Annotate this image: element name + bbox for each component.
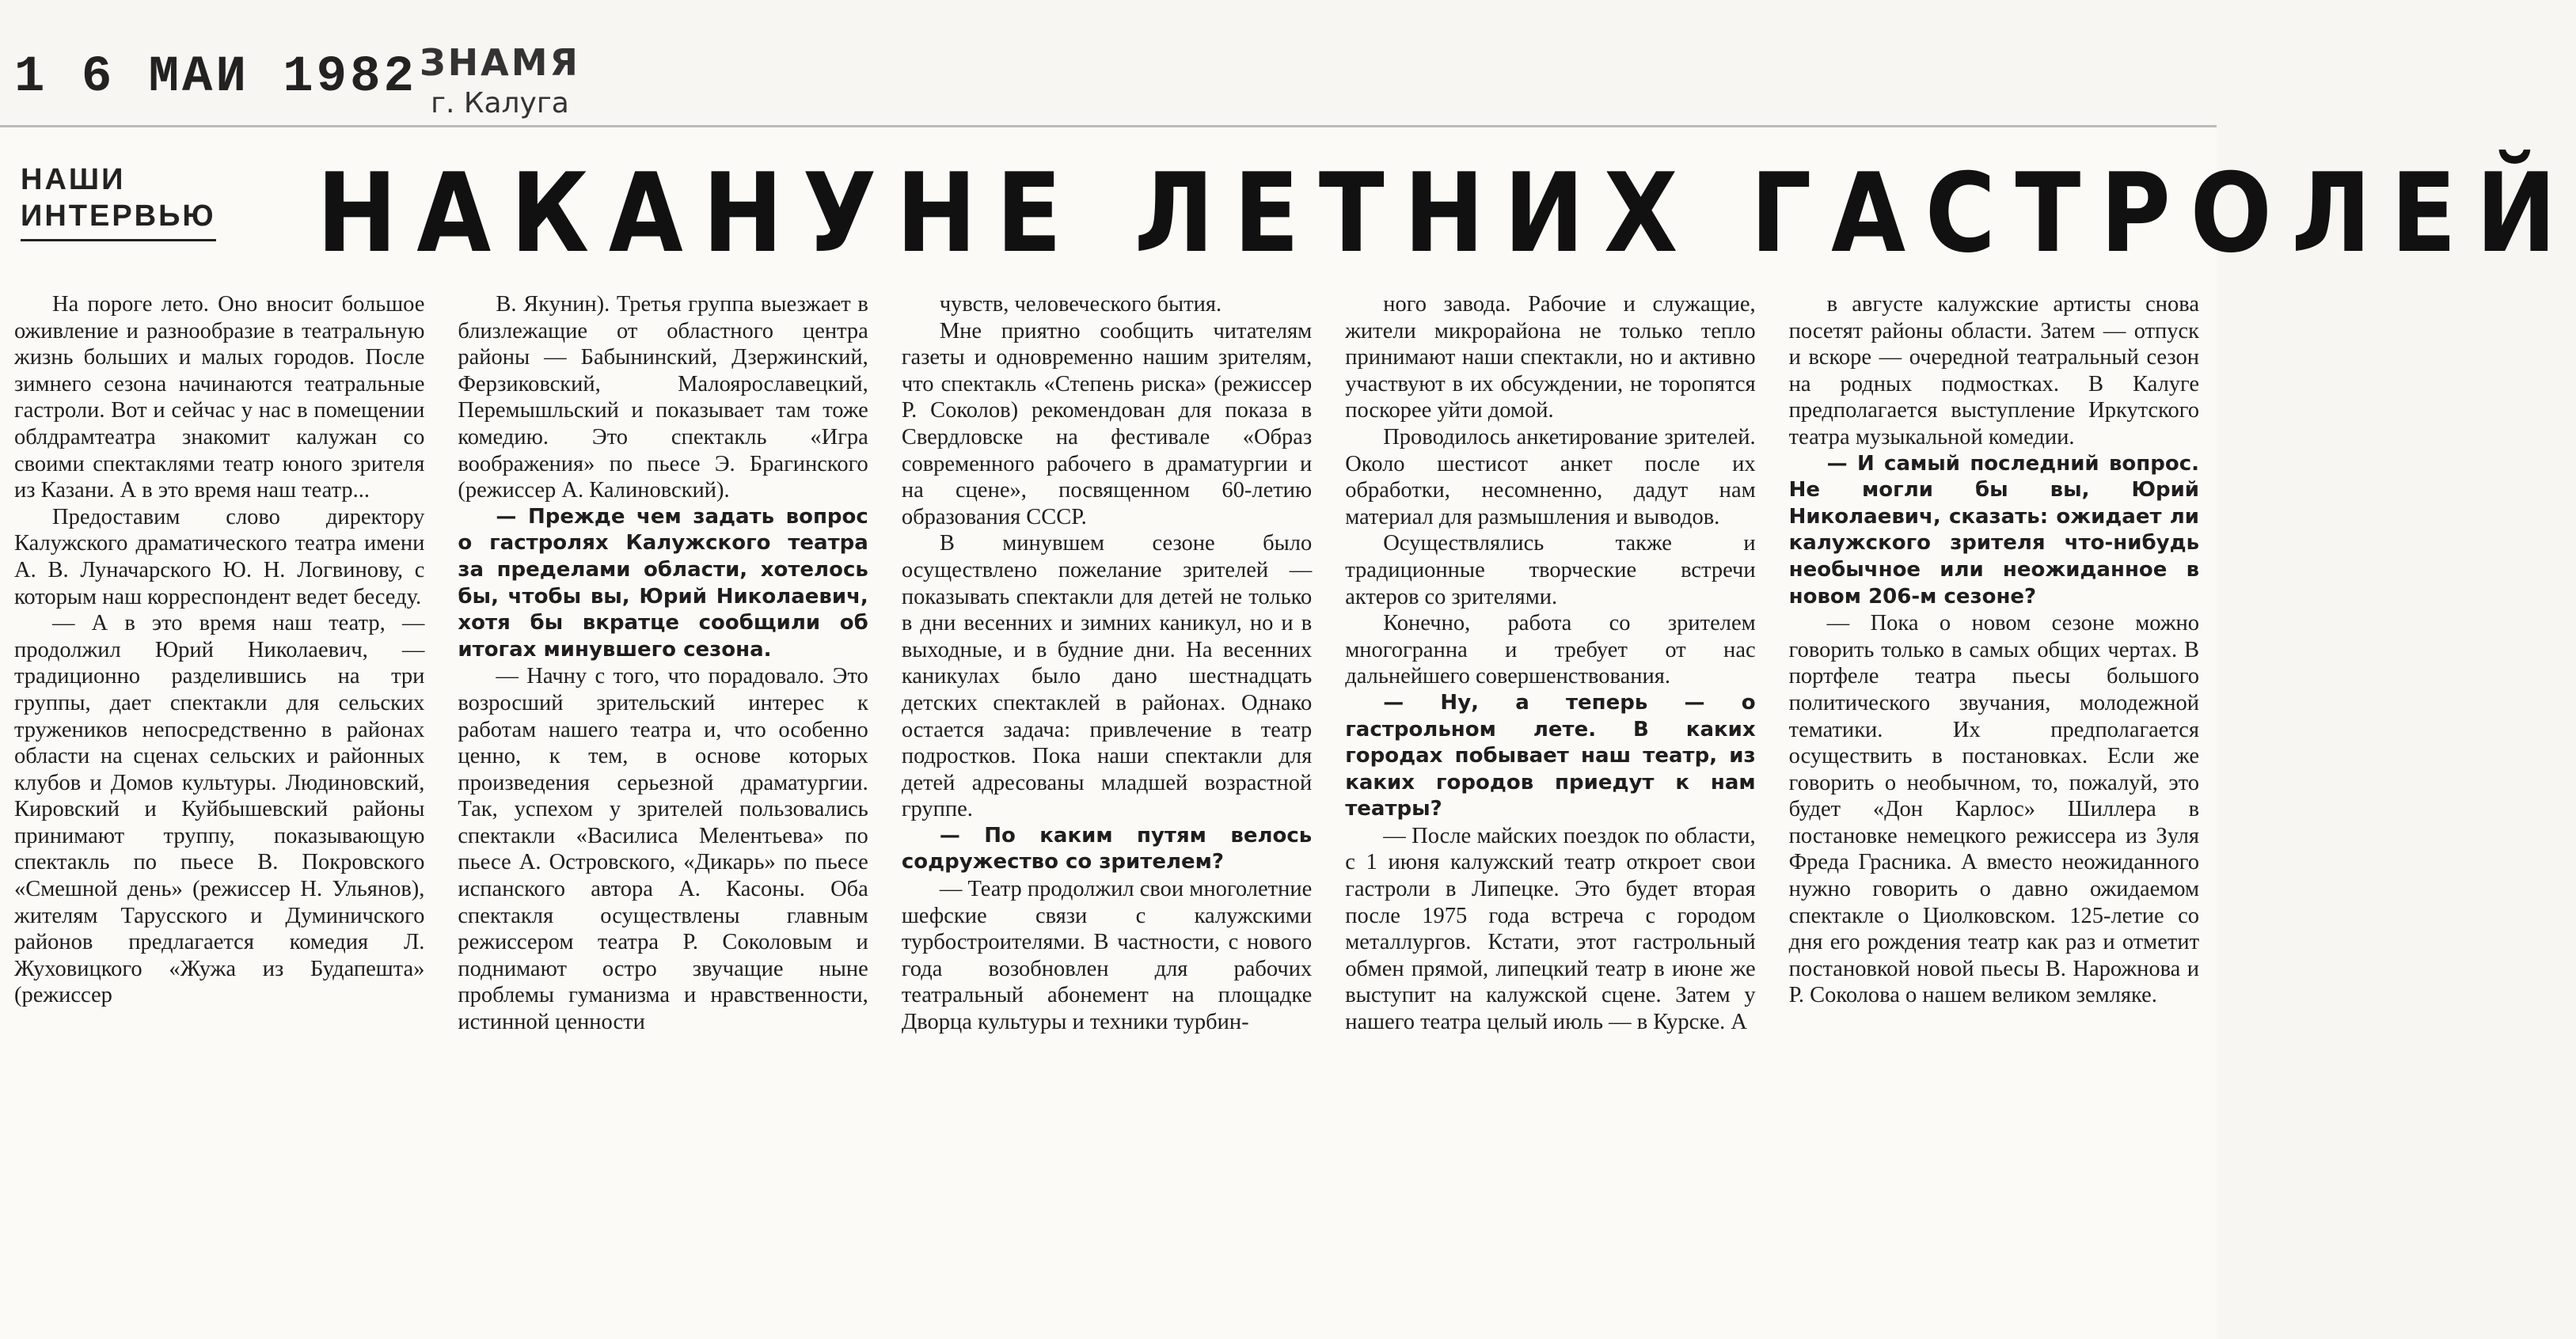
newspaper-name: ЗНАМЯ (420, 41, 580, 84)
paragraph: ного завода. Рабочие и служащие, жители микрорайона не только тепло принимают наши спектакли, но и активно участвуют в их обсуждении, не торопятся поскорее уйти домой. (1345, 292, 1756, 423)
newspaper-city: г. Калуга (431, 87, 569, 119)
article-column (1345, 291, 1755, 1312)
paragraph: В. Якунин). Третья группа выезжает в близлежащие от областного центра районы — Бабынинский, Дзержинский, Ферзиковский, Малоярославецкий, Перемышльский и показывает там тоже комедию. Это спектакль «Игра воображения» по пьесе Э. Брагинского (режиссер А. Калиновский). (458, 292, 868, 503)
paragraph: — Пока о новом сезоне можно говорить только в самых общих чертах. В портфеле театра пьесы большого политического звучания, молодежной тематики. Их предполагается осуществить в постановках. Если же говорить о необычном, то, пожалуй, это будет «Дон Карлос» Шиллера в постановке немецкого режиссера из Зуля Фреда Грасника. А вместо неожиданного нужно говорить о давно ожидаемом спектакле о Циолковском. 125-летие со дня его рождения театр как раз и отметит постановкой новой пьесы В. Нарожнова и Р. Соколова о нашем великом земляке. (1788, 611, 2200, 1008)
section-label-line: ИНТЕРВЬЮ (21, 199, 216, 233)
paragraph: — После майских поездок по области, с 1 июня калужский театр откроет свои гастроли в Липецке. Это будет вторая после 1975 года встреча с городом металлургов. Кстати, этот гастрольный обмен прямой, липецкий театр в июне же выступит на калужской сцене. Затем у нашего театра целый июль — в Курске. А (1345, 823, 1756, 1035)
article-column (902, 291, 1312, 1312)
article-headline: НАКАНУНЕ ЛЕТНИХ ГАСТРОЛЕЙ (317, 150, 2576, 277)
paragraph: чувств, человеческого бытия. (939, 292, 1222, 317)
paragraph: — Театр продолжил свои многолетние шефские связи с калужскими турбостроителями. В частности, с нового года возобновлен для рабочих театральный абонемент на площадке Дворца культуры и техники турбин- (901, 877, 1313, 1035)
paragraph: Конечно, работа со зрителем многогранна и требует от нас дальнейшего совершенствования. (1345, 611, 1756, 689)
article-column (458, 291, 868, 1312)
newspaper-stamp (420, 41, 580, 119)
paragraph: Проводилось анкетирование зрителей. Около шестисот анкет после их обработки, несомненно, дадут нам материал для размышления и выводов. (1345, 424, 1756, 529)
paragraph: В минувшем сезоне было осуществлено пожелание зрителей — показывать спектакли для детей не только в дни весенних и зимних каникул, но и в выходные, и в будние дни. На весенних каникулах было дано шестнадцать детских спектаклей в районах. Однако остается задача: привлечение в театр подростков. Пока наши спектакли для детей адресованы младшей возрастной группе. (901, 531, 1313, 822)
article-column (14, 291, 424, 1312)
interview-question: — По каким путям велось содружество со зрителем? (901, 823, 1313, 874)
section-label-line: НАШИ (21, 163, 126, 196)
paragraph: Мне приятно сообщить читателям газеты и одновременно нашим зрителям, что спектакль «Степень риска» (режиссер Р. Соколов) рекомендован для показа в Свердловске на фестивале «Образ современного рабочего в драматургии и на сцене», посвященном 60-летию образования СССР. (901, 318, 1313, 529)
interview-question: — Прежде чем задать вопрос о гастролях Калужского театра за пределами области, хотелось бы, чтобы вы, Юрий Николаевич, хотя бы вкратце сообщили об итогах минувшего сезона. (458, 504, 868, 662)
paragraph: — А в это время наш театр, — продолжил Юрий Николаевич, — традиционно разделившись на три группы, дает спектакли для сельских тружеников непосредственно в районах области на сценах сельских и районных клубов и Домов культуры. Людиновский, Кировский и Куйбышевский районы принимают труппу, показывающую спектакль по пьесе В. Покровского «Смешной день» (режиссер Н. Ульянов), жителям Тарусского и Думиничского районов предлагается комедия Л. Жуховицкого «Жужа из Будапешта» (режиссер (14, 611, 425, 1008)
paragraph: в августе калужские артисты снова посетят районы области. Затем — отпуск и вскоре — очередной театральный сезон на родных подмостках. В Калуге предполагается выступление Иркутского театра музыкальной комедии. (1788, 292, 2200, 449)
interview-question: — И самый последний вопрос. Не могли бы вы, Юрий Николаевич, сказать: ожидает ли калужского зрителя что-нибудь необычное или неожиданное в новом 206-м сезоне? (1788, 451, 2200, 609)
stamp-date: 1 6 МАИ 1982 (14, 49, 417, 106)
paragraph: Осуществлялись также и традиционные творческие встречи актеров со зрителями. (1345, 531, 1756, 609)
article-body (14, 291, 2199, 1312)
paragraph: Предоставим слово директору Калужского драматического театра имени А. В. Луначарского Ю. Н. Логвинову, с которым наш корреспондент ведет беседу. (14, 504, 425, 609)
paragraph: — Начну с того, что порадовало. Это возросший зрительский интерес к работам нашего театра и, что особенно ценно, к тем, в основе которых произведения серьезной драматургии. Так, успехом у зрителей пользовались спектакли «Василиса Мелентьева» по пьесе А. Островского, «Дикарь» по пьесе испанского автора А. Касоны. Оба спектакля осуществлены главным режиссером театра Р. Соколовым и поднимают остро звучащие ныне проблемы гуманизма и нравственности, истинной ценности (458, 664, 868, 1035)
interview-question: — Ну, а теперь — о гастрольном лете. В каких городах побывает наш театр, из каких городов приедут к нам театры? (1345, 690, 1756, 821)
section-label (21, 161, 216, 241)
article-column (1789, 291, 2199, 1312)
paragraph: На пороге лето. Оно вносит большое оживление и разнообразие в театральную жизнь больших и малых городов. После зимнего сезона начинаются театральные гастроли. Вот и сейчас у нас в помещении облдрамтеатра знакомит калужан со своими спектаклями театр юного зрителя из Казани. А в это время наш театр... (14, 292, 425, 503)
